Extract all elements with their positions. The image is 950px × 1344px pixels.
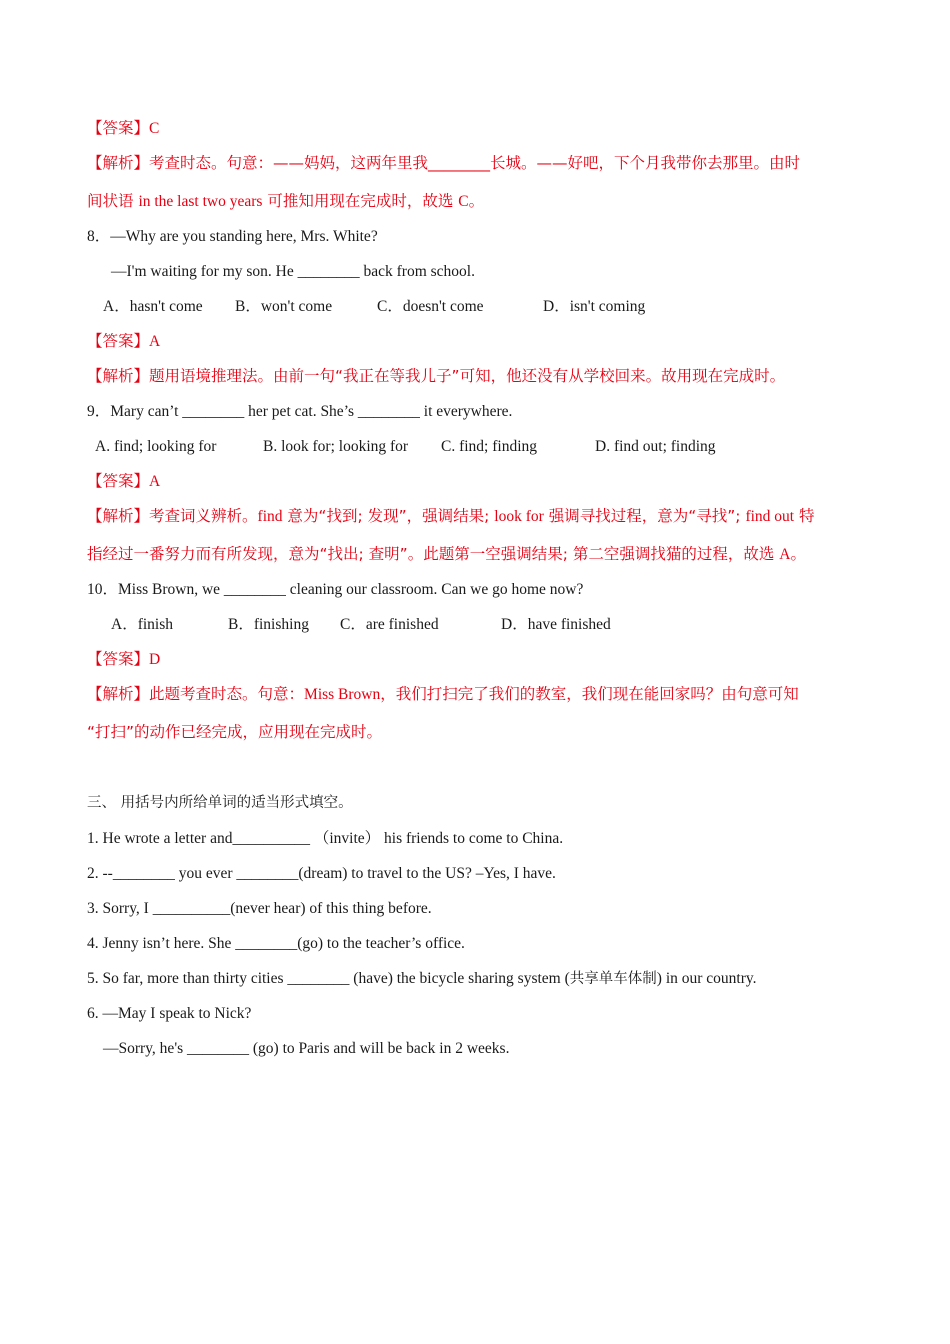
analysis-text: 考查词义辨析。 xyxy=(149,507,258,525)
q10-option-d: D．have finished xyxy=(501,616,611,633)
q9-option-c: C. find; finding xyxy=(441,438,538,455)
q8-option-b: B．won't come xyxy=(235,298,333,315)
answer-value: C xyxy=(149,120,160,137)
analysis-text-en: find out xyxy=(745,508,795,525)
analysis-text: 意为“找到; 发现”，强调结果; xyxy=(282,507,495,525)
q10-option-c: C．are finished xyxy=(340,616,439,633)
question-text-cn: 共享单车体制 xyxy=(569,971,657,987)
question-text: 5. So far, more than thirty cities ________ (have) the bicycle sharing system ( xyxy=(87,970,570,987)
q9-answer-line xyxy=(87,471,160,491)
q8-analysis-line xyxy=(87,366,785,386)
q9-analysis-line-1 xyxy=(87,506,815,526)
q8-option-a: A．hasn't come xyxy=(103,298,203,315)
q10-analysis-line-1 xyxy=(87,684,799,704)
section-3-question-4: 4. Jenny isn’t here. She ________(go) to the teacher’s office. xyxy=(87,935,465,952)
analysis-text: 可推知用现在完成时，故选 xyxy=(262,192,459,210)
section-3-question-2: 2. --________ you ever ________(dream) to travel to the US? –Yes, I have. xyxy=(87,865,556,882)
answer-tag: 【答案】 xyxy=(87,119,150,137)
q7-analysis-line-1 xyxy=(87,153,800,173)
analysis-text-en: in the last two years xyxy=(138,193,263,210)
q8-option-c: C．doesn't come xyxy=(377,298,484,315)
analysis-text: 。 xyxy=(790,545,807,563)
analysis-text-en: C xyxy=(458,193,469,210)
q9-option-b: B. look for; looking for xyxy=(263,438,409,455)
answer-tag: 【答案】 xyxy=(87,332,150,350)
section-3-title: 三、 用括号内所给单词的适当形式填空。 xyxy=(87,795,353,811)
section-3-question-3: 3. Sorry, I __________(never hear) of this thing before. xyxy=(87,900,432,917)
analysis-tag: 【解析】 xyxy=(87,507,150,525)
section-3-question-6: 6. —May I speak to Nick? xyxy=(87,1005,252,1022)
analysis-text: “打扫”的动作已经完成，应用现在完成时。 xyxy=(87,723,383,741)
analysis-text-en: A xyxy=(779,546,791,563)
q8-answer-line xyxy=(87,331,160,351)
answer-value: D xyxy=(149,651,161,668)
q8-stem: 8．—Why are you standing here, Mrs. White? xyxy=(87,228,378,245)
q8-reply: —I'm waiting for my son. He ________ back from school. xyxy=(111,263,475,280)
analysis-text: 题用语境推理法。由前一句“我正在等我儿子”可知，他还没有从学校回来。故用现在完成时。 xyxy=(149,367,786,385)
section-3-question-6-reply: —Sorry, he's ________ (go) to Paris and will be back in 2 weeks. xyxy=(103,1040,510,1057)
answer-value: A xyxy=(149,333,161,350)
section-3-question-1: 1. He wrote a letter and__________ （invite） his friends to come to China. xyxy=(87,830,564,847)
q9-stem: 9．Mary can’t ________ her pet cat. She’s ________ it everywhere. xyxy=(87,403,513,420)
answer-tag: 【答案】 xyxy=(87,472,150,490)
q9-option-d: D. find out; finding xyxy=(595,438,716,455)
question-text: ) in our country. xyxy=(656,970,757,987)
q9-analysis-line-2 xyxy=(87,544,806,564)
q7-analysis-line-2 xyxy=(87,191,484,211)
analysis-text: 考查时态。句意：——妈妈，这两年里我________长城。——好吧，下个月我带你去那里。由时 xyxy=(149,154,801,172)
analysis-tag: 【解析】 xyxy=(87,685,150,703)
q10-analysis-line-2 xyxy=(87,722,382,742)
analysis-text: 此题考查时态。句意： xyxy=(149,685,305,703)
analysis-text: ，我们打扫完了我们的教室，我们现在能回家吗？由句意可知 xyxy=(380,685,799,703)
analysis-text: 指经过一番努力而有所发现，意为“找出; 查明”。此题第一空强调结果; 第二空强调找猫的过程，故选 xyxy=(87,545,780,563)
analysis-text-en: Miss Brown xyxy=(304,686,381,703)
analysis-text: 间状语 xyxy=(87,192,139,210)
analysis-text: 特 xyxy=(794,507,815,525)
q9-option-a: A. find; looking for xyxy=(95,438,217,455)
answer-value: A xyxy=(149,473,161,490)
q7-answer-line xyxy=(87,118,159,138)
section-3-question-5 xyxy=(87,969,757,989)
analysis-text-en: look for xyxy=(494,508,544,525)
answer-tag: 【答案】 xyxy=(87,650,150,668)
q10-option-b: B．finishing xyxy=(228,616,309,633)
analysis-tag: 【解析】 xyxy=(87,367,150,385)
analysis-tag: 【解析】 xyxy=(87,154,150,172)
analysis-text: 强调寻找过程，意为“寻找”; xyxy=(543,507,746,525)
q8-option-d: D．isn't coming xyxy=(543,298,646,315)
q10-answer-line xyxy=(87,649,160,669)
q10-stem: 10．Miss Brown, we ________ cleaning our classroom. Can we go home now? xyxy=(87,581,584,598)
q10-option-a: A．finish xyxy=(111,616,174,633)
analysis-text: 。 xyxy=(468,192,485,210)
analysis-text-en: find xyxy=(257,508,283,525)
